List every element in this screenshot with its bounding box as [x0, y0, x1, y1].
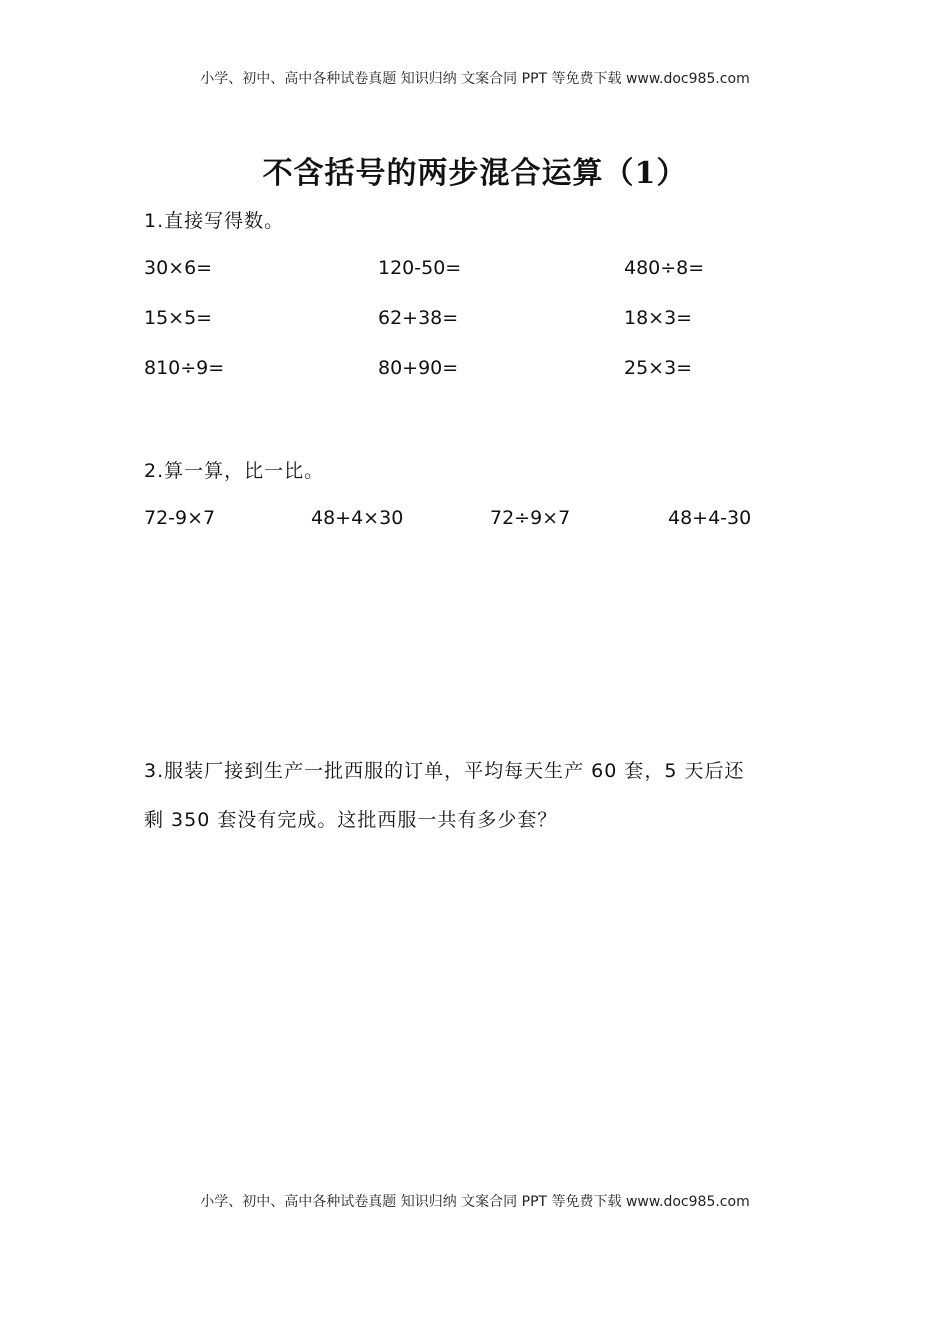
q3-line2: 剩 350 套没有完成。这批西服一共有多少套？ — [144, 809, 558, 831]
q1-item: 30×6= — [144, 257, 213, 279]
q1-item: 810÷9= — [144, 357, 225, 379]
q2-heading: 2.算一算，比一比。 — [144, 460, 325, 482]
q1-heading: 1.直接写得数。 — [144, 210, 285, 232]
q1-item: 120-50= — [378, 257, 462, 279]
q1-item: 18×3= — [624, 307, 693, 329]
q2-item: 72÷9×7 — [490, 507, 571, 529]
q1-item: 62+38= — [378, 307, 459, 329]
q3-line1: 3.服装厂接到生产一批西服的订单，平均每天生产 60 套，5 天后还 — [144, 760, 745, 782]
page-header: 小学、初中、高中各种试卷真题 知识归纳 文案合同 PPT 等免费下载 www.doc985.com — [200, 71, 750, 87]
q1-item: 15×5= — [144, 307, 213, 329]
q1-item: 480÷8= — [624, 257, 705, 279]
q2-item: 48+4×30 — [311, 507, 404, 529]
page-title: 不含括号的两步混合运算（1） — [262, 156, 688, 191]
q2-item: 72-9×7 — [144, 507, 216, 529]
q1-item: 25×3= — [624, 357, 693, 379]
q2-item: 48+4-30 — [668, 507, 752, 529]
q1-item: 80+90= — [378, 357, 459, 379]
page-footer: 小学、初中、高中各种试卷真题 知识归纳 文案合同 PPT 等免费下载 www.doc985.com — [200, 1194, 750, 1210]
